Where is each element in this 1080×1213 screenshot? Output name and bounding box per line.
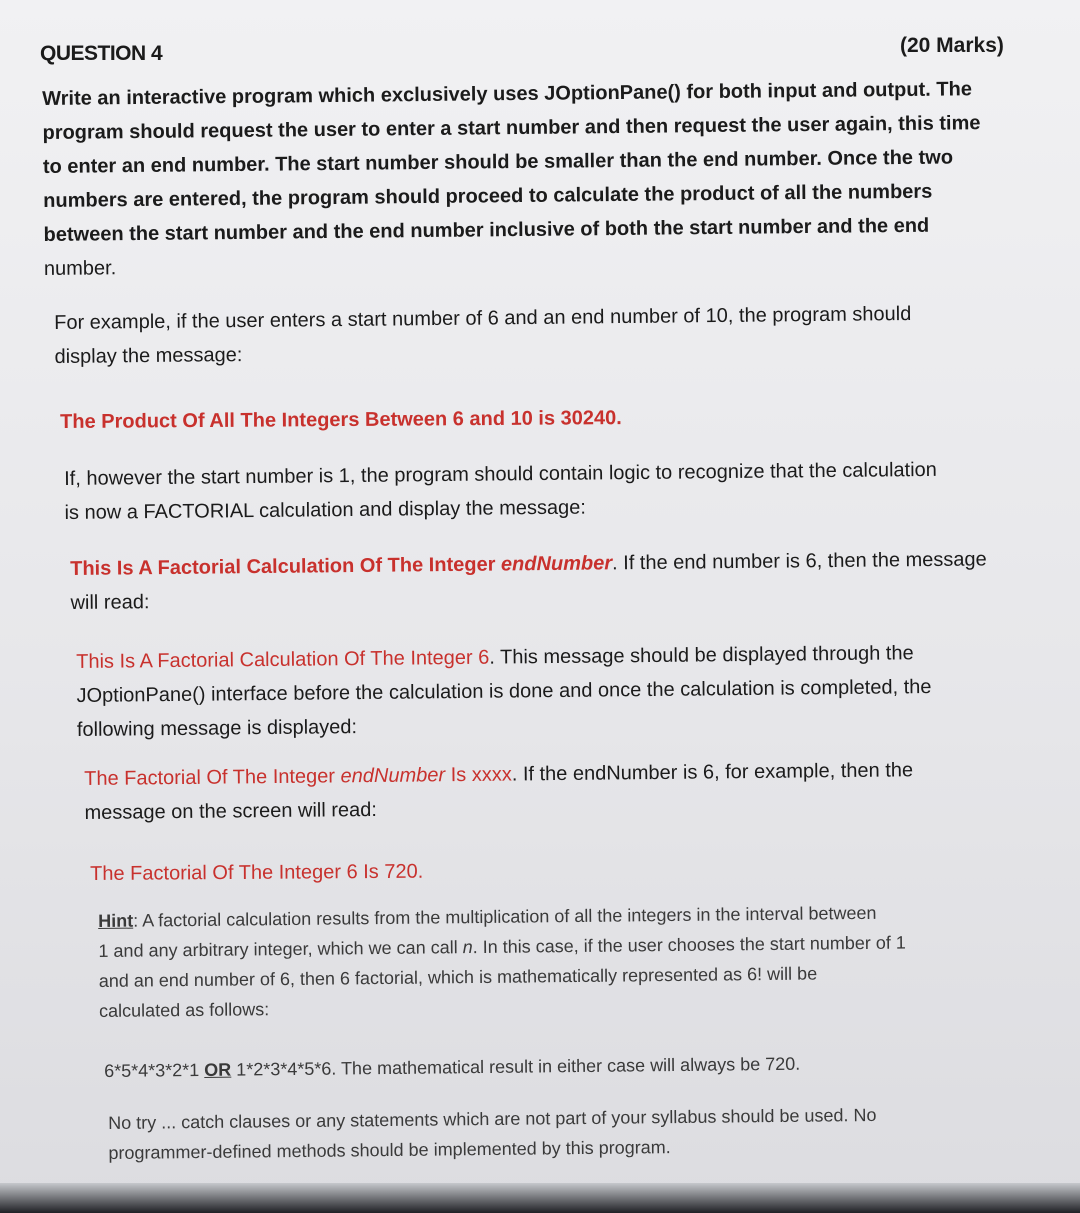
example-paragraph bbox=[54, 297, 912, 374]
result-message-line-2: message on the screen will read: bbox=[84, 798, 378, 824]
hint-label: Hint bbox=[98, 910, 134, 931]
calculation-line bbox=[104, 1049, 800, 1086]
factorial-message-after: . If the end number is 6, then the message bbox=[611, 548, 987, 575]
example-line-2: display the message: bbox=[54, 344, 243, 368]
factorial-example-paragraph bbox=[76, 636, 932, 747]
question-title: QUESTION 4 bbox=[40, 42, 163, 65]
factorial-logic-paragraph bbox=[64, 453, 937, 530]
restriction-line-1: No try ... catch clauses or any statements which are not part of your syllabus should be used. No bbox=[108, 1104, 877, 1133]
result-message-after: . If the endNumber is 6, for example, then the bbox=[511, 759, 914, 786]
result-message-red: The Factorial Of The Integer bbox=[84, 765, 341, 790]
factorial-example-line-3: following message is displayed: bbox=[76, 716, 358, 741]
photo-bottom-edge bbox=[0, 1183, 1080, 1213]
factorial-message-paragraph bbox=[70, 542, 987, 620]
factorial-message-red: This Is A Factorial Calculation Of The Integer bbox=[70, 553, 502, 580]
factorial-example-red: This Is A Factorial Calculation Of The Integer 6 bbox=[76, 646, 490, 673]
factorial-message-line-2: will read: bbox=[70, 591, 150, 614]
calc-part-1: 6*5*4*3*2*1 bbox=[104, 1059, 205, 1081]
hint-paragraph bbox=[98, 898, 907, 1026]
restriction-paragraph bbox=[108, 1100, 877, 1168]
question-marks: (20 Marks) bbox=[900, 34, 1004, 57]
factorial-logic-line-1: If, however the start number is 1, the program should contain logic to recognize that the calculation bbox=[64, 458, 937, 490]
calc-part-2: 1*2*3*4*5*6. The mathematical result in either case will always be 720. bbox=[231, 1053, 801, 1080]
hint-line-2-a: 1 and any arbitrary integer, which we can call bbox=[98, 937, 463, 961]
result-message-red-after: Is xxxx bbox=[444, 763, 512, 787]
intro-paragraph bbox=[42, 72, 982, 286]
intro-line-1: Write an interactive program which exclusively uses JOptionPane() for both input and output. The bbox=[42, 78, 973, 110]
hint-line-4: calculated as follows: bbox=[98, 999, 270, 1021]
intro-line-3: to enter an end number. The start number should be smaller than the end number. Once the two bbox=[42, 146, 954, 178]
hint-line-3: and an end number of 6, then 6 factorial, which is mathematically represented as 6! will be bbox=[98, 963, 818, 991]
example-line-1: For example, if the user enters a start number of 6 and an end number of 10, the program should bbox=[54, 303, 912, 334]
hint-line-2-b: . In this case, if the user chooses the start number of 1 bbox=[472, 932, 906, 958]
result-message-paragraph bbox=[84, 753, 914, 830]
factorial-message-variable: endNumber bbox=[500, 552, 613, 576]
result-message-variable: endNumber bbox=[340, 764, 446, 788]
calc-or: OR bbox=[204, 1059, 232, 1080]
restriction-line-2: programmer-defined methods should be implemented by this program. bbox=[108, 1137, 671, 1163]
product-message: The Product Of All The Integers Between 6 and 10 is 30240. bbox=[60, 407, 622, 433]
factorial-example-line-2: JOptionPane() interface before the calculation is done and once the calculation is completed, the bbox=[76, 676, 932, 707]
intro-line-2: program should request the user to enter a start number and then request the user again, this time bbox=[42, 112, 981, 144]
result-example-message: The Factorial Of The Integer 6 Is 720. bbox=[90, 860, 424, 885]
hint-variable-n: n bbox=[462, 937, 473, 958]
factorial-example-after: . This message should be displayed through the bbox=[489, 642, 914, 669]
intro-line-5: between the start number and the end number inclusive of both the start number and the end bbox=[43, 214, 930, 246]
factorial-logic-line-2: is now a FACTORIAL calculation and display the message: bbox=[64, 496, 587, 524]
intro-line-6: number. bbox=[43, 257, 117, 280]
hint-line-1-text: : A factorial calculation results from the multiplication of all the integers in the interval between bbox=[133, 902, 877, 931]
intro-line-4: numbers are entered, the program should proceed to calculate the product of all the numbers bbox=[43, 180, 933, 212]
